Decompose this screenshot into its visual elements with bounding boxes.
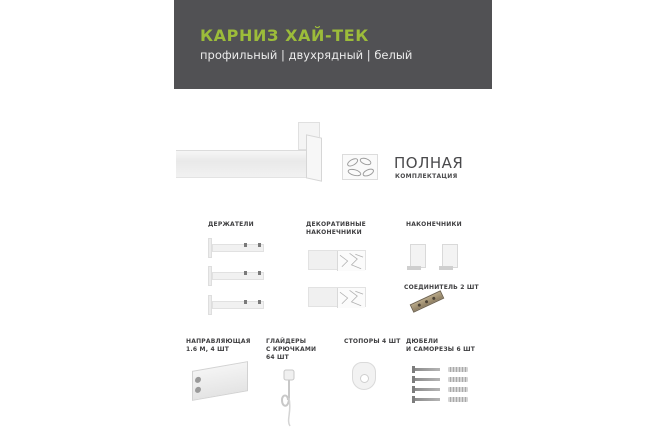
gliders-label: ГЛАЙДЕРЫ С КРЮЧКАМИ 64 ШТ (266, 338, 317, 361)
product-title: КАРНИЗ ХАЙ-ТЕК (200, 26, 369, 45)
product-subtitle: профильный | двухрядный | белый (200, 48, 413, 62)
bracket-arm-image (306, 134, 322, 181)
stopper-icon (352, 362, 376, 390)
decorative-finial-image (342, 154, 378, 180)
curtain-rod-image (176, 150, 322, 178)
connector-icon (410, 290, 445, 313)
screws-dowels-label: ДЮБЕЛИ И САМОРЕЗЫ 6 ШТ (406, 338, 476, 353)
rail-profile-icon (192, 361, 248, 401)
glider-hook-icon (278, 368, 300, 428)
complete-set-subtitle: КОМПЛЕКТАЦИЯ (395, 173, 458, 180)
end-caps-label: НАКОНЕЧНИКИ (406, 221, 462, 228)
rail-label: НАПРАВЛЯЮЩАЯ 1.6 М, 4 ШТ (186, 338, 251, 353)
hero-section (174, 100, 492, 200)
decorative-finials-label: ДЕКОРАТИВНЫЕ НАКОНЕЧНИКИ (306, 221, 366, 236)
title-banner (174, 0, 492, 89)
stoppers-label: СТОПОРЫ 4 ШТ (344, 338, 401, 345)
holders-label: ДЕРЖАТЕЛИ (208, 221, 254, 228)
complete-set-title: ПОЛНАЯ (394, 154, 464, 172)
connector-label: СОЕДИНИТЕЛЬ 2 ШТ (404, 284, 479, 291)
product-card (174, 0, 492, 444)
